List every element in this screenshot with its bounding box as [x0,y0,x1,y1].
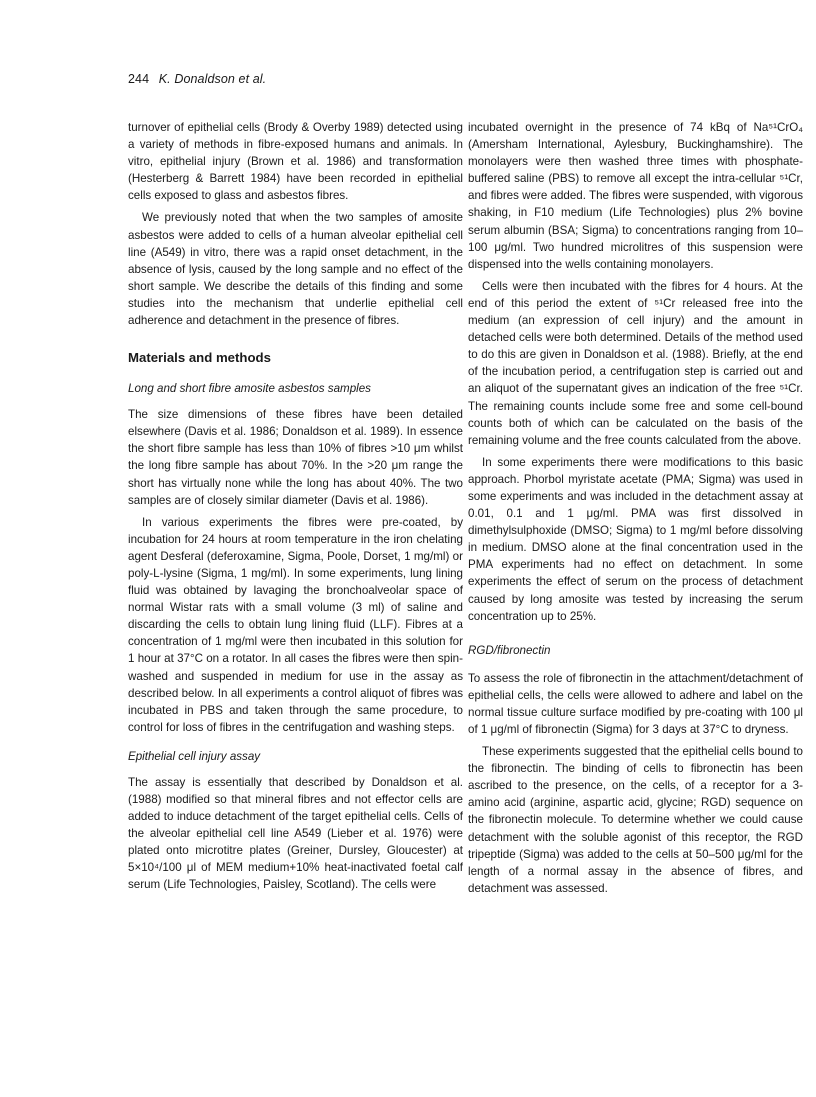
section-heading-materials-methods: Materials and methods [128,350,271,366]
paragraph-modifications: In some experiments there were modifications to this basic approach. Phorbol myristate acetate (PMA; Sigma) was used in some experiments and was included in the detachment assay at 0.01, 0.1 and 1 μg/ml. PMA was first dissolved in dimethylsulphoxide (DMSO; Sigma) to 1 mg/ml before dissolving in medium. DMSO alone at the final concentration used in the PMA experiments had no effect on detachment. In some experiments the effect of serum on the process of detachment caused by long amosite was tested by increasing the serum concentration up to 25%. [468,455,803,623]
paragraph-fibronectin-coating: To assess the role of fibronectin in the attachment/detachment of epithelial cells, the cells were allowed to adhere and label on the normal tissue culture surface modified by pre-coating with 100 μl of 1 μg/ml of fibronectin (Sigma) for 3 days at 37°C to dryness. [468,671,803,736]
right-column [468,119,803,902]
paragraph-assay-continued: incubated overnight in the presence of 74 kBq of Na⁵¹CrO₄ (Amersham International, Aylesbury, Buckinghamshire). The monolayers were then washed three times with phosphate-buffered saline (PBS) to remove all except the intra-cellular ⁵¹Cr, and fibres were added. The fibres were suspended, with vigorous shaking, in F10 medium (Life Technologies) plus 2% bovine serum albumin (BSA; Sigma) to concentrations ranging from 10–100 μg/ml. Two hundred microlitres of this suspension were dispensed into the wells containing monolayers. [468,121,803,271]
page-number: 244 [128,72,150,86]
paragraph-fibre-precoating: In various experiments the fibres were pre-coated, by incubation for 24 hours at room temperature in the iron chelating agent Desferal (deferoxamine, Sigma, Poole, Dorset, 1 mg/ml) or poly-L-lysine (Sigma, 1 mg/ml). In some experiments, lung lining fluid was obtained by lavaging the bronchoalveolar space of normal Wistar rats with a small volume (3 ml) of saline and discarding the cells to obtain lung lining fluid (LLF). Fibres at a concentration of 1 mg/ml were then incubated in this solution for 1 hour at 37°C on a rotator. In all cases the fibres were then spin-washed and suspended in medium for use in the assay as described below. In all experiments a control aliquot of fibres was incubated in PBS and taken through the same procedure, to control for loss of fibres in the centrifugation and washing steps. [128,515,463,734]
paragraph-intro-continued: turnover of epithelial cells (Brody & Overby 1989) detected using a variety of methods in fibre-exposed humans and animals. In vitro, epithelial injury (Brown et al. 1986) and transformation (Hesterberg & Barrett 1984) have been recorded in epithelial cells exposed to glass and asbestos fibres. [128,121,463,203]
left-column [128,119,463,899]
paragraph-assay-description: The assay is essentially that described by Donaldson et al. (1988) modified so that mineral fibres and not effector cells are added to induce detachment of the target epithelial cells. Cells of the alveolar epithelial cell line A549 (Lieber et al. 1976) were plated onto microtitre plates (Greiner, Dursley, Gloucester) at 5×10⁴/100 μl of MEM medium+10% heat-inactivated foetal calf serum (Life Technologies, Paisley, Scotland). The cells were [128,775,463,892]
paragraph-fibre-dimensions: The size dimensions of these fibres have been detailed elsewhere (Davis et al. 1986; Donaldson et al. 1989). In essence the short fibre sample has less than 10% of fibres >10 μm whilst the long fibre sample has about 70%. In the >20 μm range the short has virtually none while the long has about 40%. The two samples are of closely similar diameter (Davis et al. 1986). [128,408,463,507]
running-head-authors: K. Donaldson et al. [158,72,267,86]
subsection-heading-fibre-samples: Long and short fibre amosite asbestos samples [128,382,371,396]
paragraph-previous-observation: We previously noted that when the two samples of amosite asbestos were added to cells of a human alveolar epithelial cell line (A549) in vitro, there was a rapid onset detachment, in the absence of lysis, caused by the long sample and no effect of the short sample. We describe the details of this finding and some studies into the mechanism that underlie epithelial cell adherence and detachment in the presence of fibres. [128,211,463,328]
paragraph-rgd-tripeptide: These experiments suggested that the epithelial cells bound to the fibronectin. The binding of cells to fibronectin has been ascribed to the presence, on the cells, of a receptor for a 3-amino acid (arginine, aspartic acid, glycine; RGD) sequence on the fibronectin molecule. To determine whether we could cause detachment with the soluble agonist of this receptor, the RGD tripeptide (Sigma) was added to the cells at 50–500 μg/ml for the length of a normal assay in the absence of fibres, and detachment was assessed. [468,745,803,895]
paragraph-incubation: Cells were then incubated with the fibres for 4 hours. At the end of this period the extent of ⁵¹Cr released free into the medium (an expression of cell injury) and the amount in detached cells were both determined. Details of the method used to do this are given in Donaldson et al. (1988). Briefly, at the end of the incubation period, a centrifugation step is carried out and an aliquot of the supernatant gives an indication of the free ⁵¹Cr. The remaining counts include some free and some cell-bound counts both of which can be calculated on the basis of the remaining volume and the free counts calculated from the above. [468,279,803,447]
subsection-heading-injury-assay: Epithelial cell injury assay [128,749,261,763]
running-head [128,72,266,86]
subsection-heading-rgd-fibronectin: RGD/fibronectin [468,643,551,657]
